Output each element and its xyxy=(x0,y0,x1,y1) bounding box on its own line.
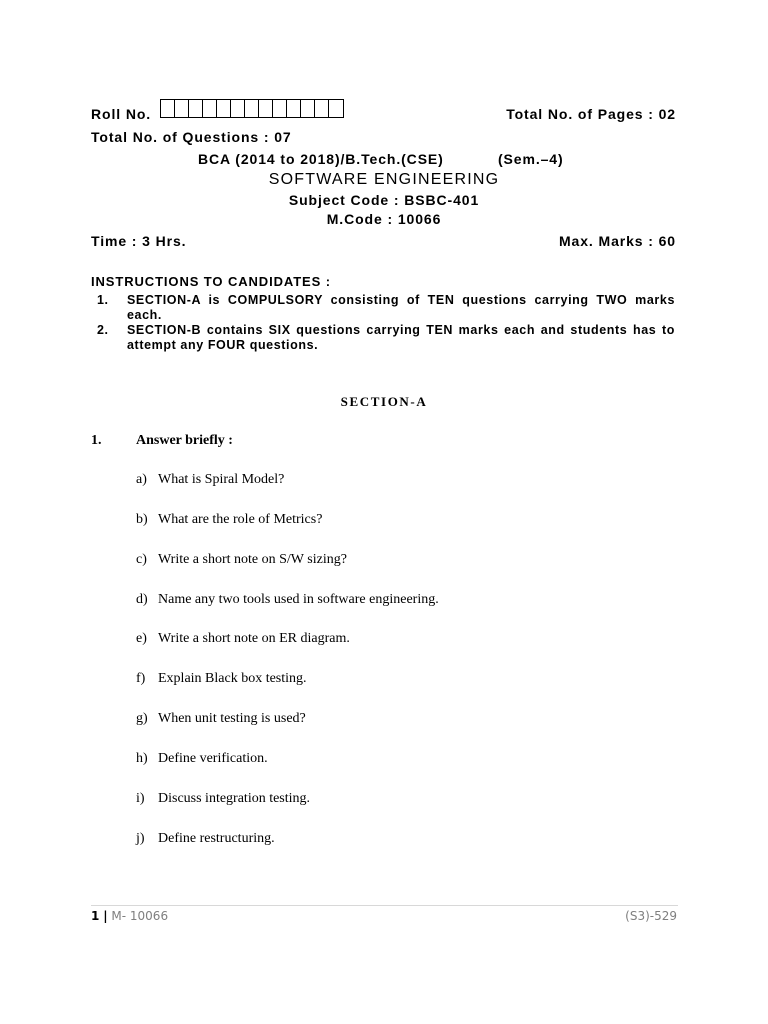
instruction-text: SECTION-B contains SIX questions carrying TEN marks each and students has to attempt any FOUR questions. xyxy=(127,323,675,352)
total-pages: Total No. of Pages : 02 xyxy=(506,106,676,122)
footer-divider xyxy=(91,905,678,906)
roll-number-box xyxy=(287,100,301,117)
item-text: Name any two tools used in software engineering. xyxy=(158,592,439,607)
roll-number-box xyxy=(217,100,231,117)
roll-number-box xyxy=(189,100,203,117)
total-questions: Total No. of Questions : 07 xyxy=(91,129,292,145)
question-text: Answer briefly : xyxy=(136,433,233,448)
item-label: c) xyxy=(136,552,147,567)
subject-code: Subject Code : BSBC-401 xyxy=(288,192,480,208)
roll-number-box xyxy=(329,100,343,117)
section-heading: SECTION-A xyxy=(340,394,428,409)
subject-title: SOFTWARE ENGINEERING xyxy=(268,171,500,188)
roll-number-box xyxy=(231,100,245,117)
footer-page-info xyxy=(91,909,168,923)
page-number: 1 xyxy=(91,909,100,923)
item-label: f) xyxy=(136,671,146,686)
item-label: g) xyxy=(136,711,148,726)
roll-number-box xyxy=(175,100,189,117)
instruction-number: 2. xyxy=(97,323,109,337)
item-label: e) xyxy=(136,631,147,646)
max-marks: Max. Marks : 60 xyxy=(559,233,676,249)
item-text: When unit testing is used? xyxy=(158,711,306,726)
roll-number-box xyxy=(203,100,217,117)
item-text: Write a short note on ER diagram. xyxy=(158,631,350,646)
m-code: M.Code : 10066 xyxy=(326,211,442,227)
course-name: BCA (2014 to 2018)/B.Tech.(CSE) xyxy=(198,151,444,167)
roll-number-boxes xyxy=(160,99,344,118)
item-text: Explain Black box testing. xyxy=(158,671,307,686)
roll-number-label: Roll No. xyxy=(91,106,152,122)
roll-number-box xyxy=(301,100,315,117)
instruction-number: 1. xyxy=(97,293,109,307)
item-text: What is Spiral Model? xyxy=(158,472,285,487)
question-number: 1. xyxy=(91,433,102,448)
instructions-heading: INSTRUCTIONS TO CANDIDATES : xyxy=(91,274,331,289)
item-text: Discuss integration testing. xyxy=(158,791,311,806)
instruction-text: SECTION-A is COMPULSORY consisting of TEN questions carrying TWO marks each. xyxy=(127,293,675,322)
item-label: a) xyxy=(136,472,147,487)
item-label: h) xyxy=(136,751,148,766)
item-text: Define restructuring. xyxy=(158,831,275,846)
item-label: b) xyxy=(136,512,148,527)
footer-paper-code: (S3)-529 xyxy=(625,909,677,923)
item-label: d) xyxy=(136,592,148,607)
roll-number-box xyxy=(259,100,273,117)
roll-number-box xyxy=(315,100,329,117)
item-text: Write a short note on S/W sizing? xyxy=(158,552,347,567)
item-label: i) xyxy=(136,791,145,806)
roll-number-box xyxy=(273,100,287,117)
item-text: What are the role of Metrics? xyxy=(158,512,323,527)
exam-time: Time : 3 Hrs. xyxy=(91,233,187,249)
footer-code: M- 10066 xyxy=(111,909,169,923)
roll-number-box xyxy=(161,100,175,117)
roll-number-box xyxy=(245,100,259,117)
item-label: j) xyxy=(136,831,145,846)
item-text: Define verification. xyxy=(158,751,268,766)
semester: (Sem.–4) xyxy=(498,151,564,167)
footer-separator: | xyxy=(103,909,108,923)
